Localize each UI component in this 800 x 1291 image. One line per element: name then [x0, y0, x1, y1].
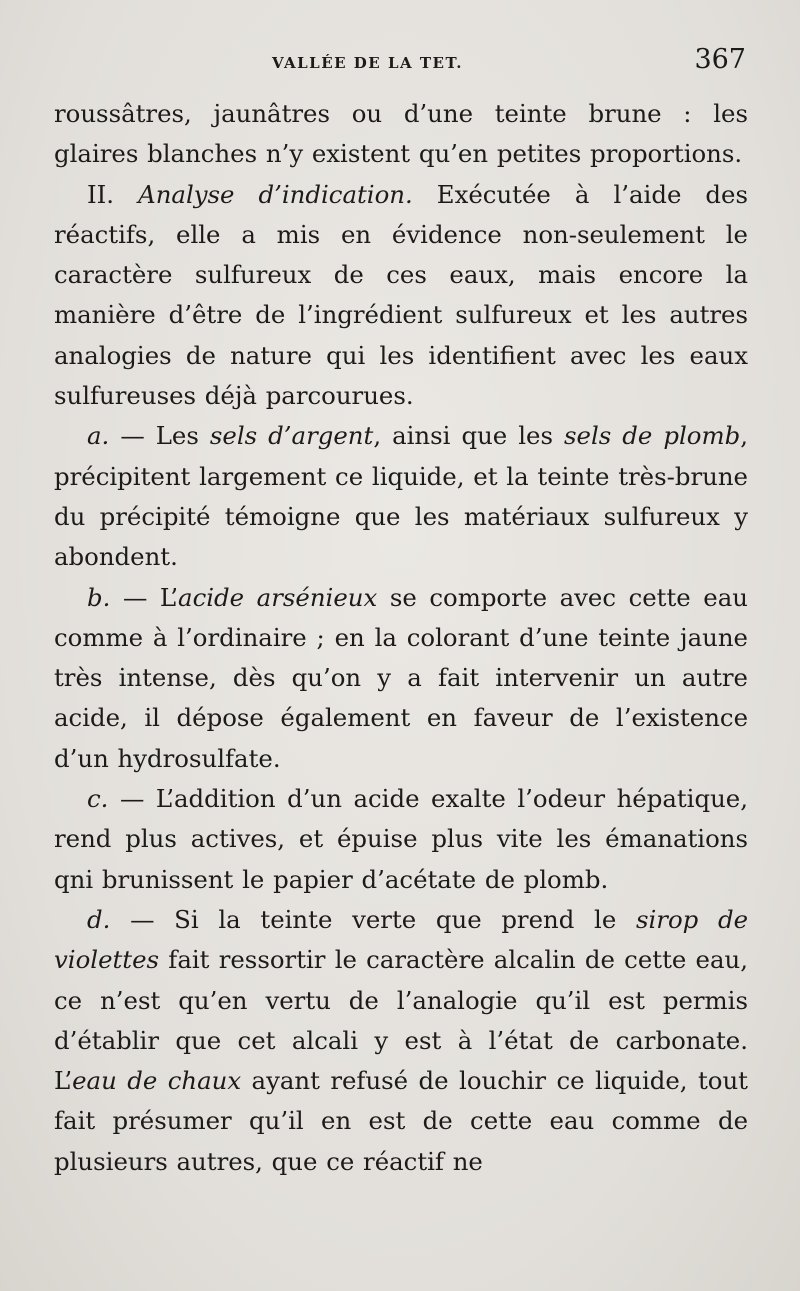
paragraph-item-d — [54, 900, 748, 1182]
item-label: d. — [87, 904, 111, 934]
italic-term: acide arsénieux — [178, 582, 378, 612]
item-label: b. — [87, 582, 111, 612]
paragraph-text: se comporte avec cette eau comme à l’ordinaire ; en la colorant d’une teinte jaune très intense, dès qu’on y a fait intervenir un autre acide, il dépose également en faveur de l’existence d’un hydrosulfate. — [54, 582, 748, 773]
paragraph-text: fait ressortir le caractère alcalin de cette eau, ce n’est qu’en vertu de l’analogie qu’il est permis d’établir que cet alcali y est à l’état de carbonate. L’ — [54, 945, 748, 1096]
paragraph-item-c — [54, 779, 748, 900]
italic-term: eau de chaux — [72, 1066, 242, 1096]
italic-term: sirop de violettes — [54, 904, 749, 975]
item-label: c. — [87, 784, 109, 814]
paragraph-text: roussâtres, jaunâtres ou d’une teinte brune : les glaires blanches n’y existent qu’en petites proportions. — [54, 99, 748, 169]
paragraph-item-a — [54, 416, 748, 577]
paragraph-text: , ainsi que les — [373, 421, 565, 451]
paragraph-item-b — [54, 578, 748, 779]
italic-term: sels d’argent — [209, 421, 374, 451]
paragraph-text: , précipitent largement ce liquide, et la teinte très-brune du précipité témoigne que les matériaux sulfureux y abondent. — [54, 421, 748, 572]
paragraph-section-II — [54, 175, 748, 417]
paragraph-text: — L’addition d’un acide exalte l’odeur hépatique, rend plus actives, et épuise plus vite les émanations qni brunissent le papier d’acétate de plomb. — [54, 784, 748, 894]
item-label: a. — [87, 421, 110, 451]
running-title: VALLÉE DE LA TET. — [272, 54, 463, 72]
paragraph-text: — L’ — [110, 582, 179, 612]
paragraph-continuation — [54, 94, 748, 175]
body-text — [54, 94, 748, 1182]
page-number: 367 — [694, 44, 746, 75]
running-head — [54, 46, 748, 94]
paragraph-text: — Si la teinte verte que prend le — [110, 904, 636, 934]
paragraph-text: ayant refusé de louchir ce liquide, tout fait présumer qu’il en est de cette eau comme de plusieurs autres, que ce réactif ne — [54, 1066, 748, 1176]
section-heading: Analyse d’indication. — [138, 179, 413, 209]
section-number: II. — [87, 179, 115, 209]
paragraph-text: Exécutée à l’aide des réactifs, elle a mis en évidence non-seulement le caractère sulfureux de ces eaux, mais encore la manière d’être de l’ingrédient sulfureux et les autres analogies de nature qui les identifient avec les eaux sulfureuses déjà parcourues. — [54, 179, 748, 411]
italic-term: sels de plomb — [564, 421, 741, 451]
paragraph-text: — Les — [109, 421, 210, 451]
